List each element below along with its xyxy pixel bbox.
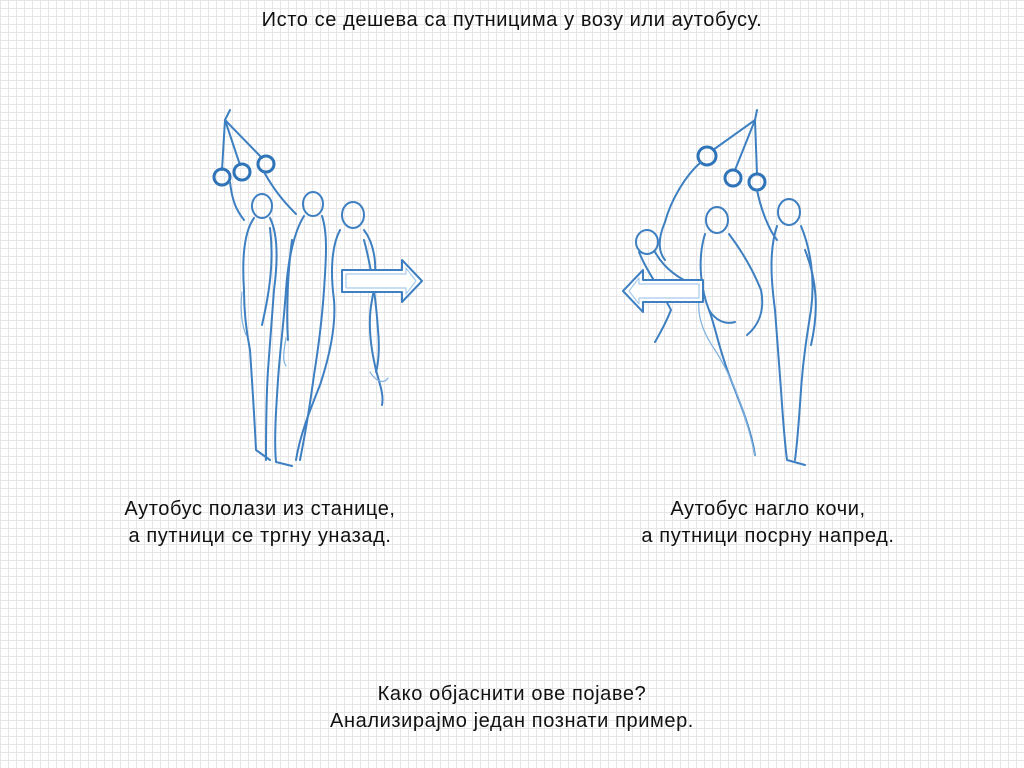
passenger-figure-3	[296, 202, 388, 460]
passenger-figure-2	[699, 207, 763, 455]
passenger-figure-1	[636, 162, 701, 342]
question-text	[0, 681, 1024, 735]
left-caption	[60, 496, 460, 550]
passenger-figure-3	[757, 190, 816, 465]
passenger-figure-1	[230, 182, 277, 460]
passenger-figure-2	[264, 172, 326, 466]
question-line-1: Како објаснити ове појаве?	[377, 683, 647, 705]
slide-title: Исто се дешева са путницима у возу или аутобусу.	[261, 9, 763, 31]
right-caption	[568, 496, 968, 550]
right-caption-line-2: а путници посрну напред.	[641, 525, 895, 547]
arrow-right-icon	[342, 260, 422, 302]
arrow-left-icon	[623, 270, 703, 312]
left-caption-line-1: Аутобус полази из станице,	[124, 498, 396, 520]
passengers-leaning-forward-illustration	[605, 110, 845, 480]
question-line-2: Анализирајмо један познати пример.	[330, 710, 694, 732]
right-caption-line-1: Аутобус нагло кочи,	[670, 498, 866, 520]
left-caption-line-2: а путници се тргну уназад.	[128, 525, 392, 547]
passengers-leaning-backward-illustration	[200, 110, 440, 480]
hand-strap-icon	[698, 110, 765, 190]
